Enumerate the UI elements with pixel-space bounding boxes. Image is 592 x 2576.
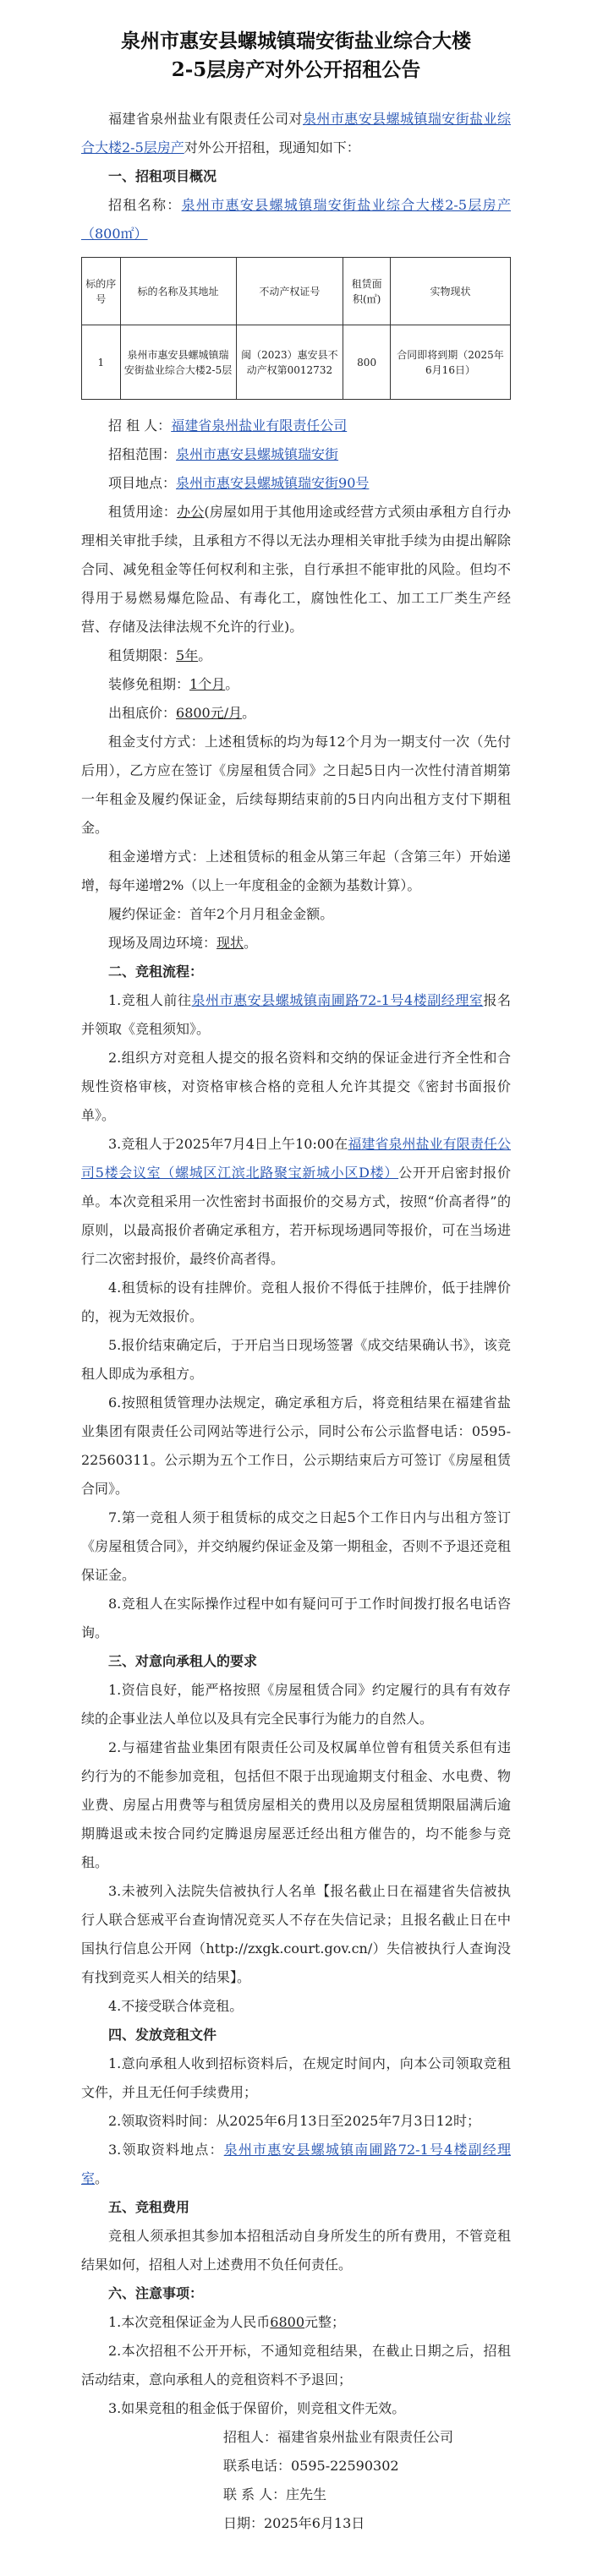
table-header: 标的名称及其地址: [120, 258, 236, 325]
list-item: 1.本次竞租保证金为人民币6800元整；: [108, 2314, 346, 2330]
range-label: 招租范围：: [108, 446, 177, 462]
project-name-value: 泉州市惠安县螺城镇瑞安街盐业综合大楼2-5层房产（800㎡）: [81, 197, 511, 242]
list-item: 2.组织方对竞租人提交的报名资料和交纳的保证金进行齐全性和合规性资格审核，对资格审核合格的竞租人允许其提交《密封书面报价单》。: [81, 1050, 511, 1123]
table-header: 实物现状: [391, 258, 511, 325]
payment-text: 上述租赁标的均为每12个月为一期支付一次（先付后用），乙方应在签订《房屋租赁合同》之日起5日内一次性付清首期第一年租金及履约保证金，后续每期结束前的5日内向出租方支付下期租金。: [81, 734, 511, 836]
table-cell: 1: [82, 325, 121, 400]
flow-link: 泉州市惠安县螺城镇南圃路72-1号4楼副经理室: [191, 992, 484, 1008]
table-header: 租赁面积(㎡): [343, 258, 391, 325]
doc-link: 泉州市惠安县螺城镇南圃路72-1号4楼副经理室: [81, 2142, 511, 2186]
list-item: 3.竞租人于2025年7月4日上午10:00在福建省泉州盐业有限责任公司5楼会议室（螺城区江滨北路聚宝新城小区D楼）公开开启密封报价单。本次竞租采用一次性密封书面报价的交易方式，按照“价高者得”的原则，以最高报价者确定承租方，若开标现场遇同等报价，可在当场进行二次密封报价，最终价高者得。: [81, 1136, 511, 1267]
project-table: [81, 257, 511, 400]
title-line1: 泉州市惠安县螺城镇瑞安街盐业综合大楼: [121, 30, 471, 52]
table-cell: 800: [343, 325, 391, 400]
fee-paragraph: 竞租人须承担其参加本招租活动自身所发生的所有费用，不管竞租结果如何，招租人对上述费用不负任何责任。: [81, 2228, 511, 2273]
list-item: 4.不接受联合体竞租。: [108, 1998, 244, 2014]
list-item: 3.如果竞租的租金低于保留价，则竞租文件无效。: [108, 2400, 406, 2416]
use-value: 办公: [177, 504, 205, 520]
list-item: 8.竞租人在实际操作过程中如有疑问可于工作时间拨打报名电话咨询。: [81, 1596, 511, 1640]
range-line: [81, 440, 511, 469]
table-cell: 泉州市惠安县螺城镇瑞安街盐业综合大楼2-5层: [120, 325, 236, 400]
signature-block: [81, 2423, 511, 2538]
list-item: 2.领取资料时间：从2025年6月13日至2025年7月3日12时；: [108, 2113, 480, 2129]
intro-project-link: 泉州市惠安县螺城镇瑞安街盐业综合大楼2-5层房产: [81, 111, 511, 156]
lessor-label: 招 租 人：: [108, 418, 172, 434]
list-item: 1.竞租人前往泉州市惠安县螺城镇南圃路72-1号4楼副经理室报名并领取《竞租须知》。: [81, 992, 511, 1037]
increase-text: 上述租赁标的租金从第三年起（含第三年）开始递增，每年递增2%（以上一年度租金的金额为基数计算）。: [81, 849, 511, 893]
use-line: [81, 498, 511, 641]
price-label: 出租底价：: [108, 705, 177, 721]
table-header: 不动产权证号: [236, 258, 343, 325]
project-name: [81, 191, 511, 248]
title-line2: 2-5层房产对外公开招租公告: [171, 58, 421, 81]
list-item: 7.第一竞租人须于租赁标的成交之日起5个工作日内与出租方签订《房屋租赁合同》，并交纳履约保证金及第一期租金，否则不予退还竞租保证金。: [81, 1509, 511, 1583]
site-label: 现场及周边环境：: [108, 935, 217, 951]
section2-heading: 二、竞租流程：: [108, 963, 204, 980]
documents-list: [81, 2049, 511, 2193]
sig-phone: 联系电话：0595-22590302: [223, 2458, 399, 2474]
table-row: [82, 325, 511, 400]
address-line: [81, 469, 511, 498]
section4-heading: 四、发放竞租文件: [108, 2027, 217, 2043]
section6-heading: 六、注意事项：: [108, 2285, 204, 2301]
notes-list: [81, 2308, 511, 2423]
deposit-line: [81, 900, 511, 929]
site-line: 现场及周边环境：现状。: [108, 935, 258, 951]
deposit-label: 履约保证金：: [108, 906, 190, 922]
use-note: (房屋如用于其他用途或经营方式须由承租方自行办理相关审批手续，且承租方不得以无法办理相关审批手续为由提出解除合同、减免租金等任何权利和主张，自行承担不能审批的风险。但均不得用于易燃易爆危险品、有毒化工，腐蚀性化工、加工工厂类生产经营、存储及法律法规不允许的行业)。: [81, 504, 511, 635]
address-label: 项目地点：: [108, 475, 177, 491]
price-line: 出租底价：6800元/月。: [108, 705, 256, 721]
section3-heading: 三、对意向承租人的要求: [108, 1653, 258, 1669]
increase-line: [81, 843, 511, 900]
decor-label: 装修免租期：: [108, 676, 190, 692]
table-cell: 闽（2023）惠安县不动产权第0012732: [236, 325, 343, 400]
site-value: 现状: [217, 935, 244, 951]
section5-heading: 五、竞租费用: [108, 2199, 190, 2215]
term-line: 租赁期限：5年。: [108, 647, 212, 663]
table-cell: 合同即将到期（2025年6月16日）: [391, 325, 511, 400]
flow-link: 福建省泉州盐业有限责任公司5楼会议室（螺城区江滨北路聚宝新城小区D楼）: [81, 1136, 511, 1181]
use-label: 租赁用途：: [108, 504, 177, 520]
deposit-amount: 6800: [270, 2314, 304, 2330]
list-item: 6.按照租赁管理办法规定，确定承租方后，将竞租结果在福建省盐业集团有限责任公司网站等进行公示，同时公布公示监督电话：0595-22560311。公示期为五个工作日，公示期结束后方可签订《房屋租赁合同》。: [81, 1394, 511, 1497]
address-value: 泉州市惠安县螺城镇瑞安街90号: [176, 475, 370, 491]
requirements-list: [81, 1676, 511, 2021]
list-item: 3.领取资料地点：泉州市惠安县螺城镇南圃路72-1号4楼副经理室。: [81, 2142, 511, 2186]
range-value: 泉州市惠安县螺城镇瑞安街: [176, 446, 339, 462]
section1-heading: 一、招租项目概况: [108, 168, 217, 184]
increase-label: 租金递增方式：: [108, 849, 206, 865]
lessor-value: 福建省泉州盐业有限责任公司: [171, 418, 348, 434]
list-item: 3.未被列入法院失信被执行人名单【报名截止日在福建省失信被执行人联合惩戒平台查询情况竞买人不存在失信记录；且报名截止日在中国执行信息公开网（http://zxgk.court.gov.cn/）失信被执行人查询没有找到竞买人相关的结果】。: [81, 1883, 511, 1985]
term-label: 租赁期限：: [108, 647, 177, 663]
sig-lessor: 招租人：福建省泉州盐业有限责任公司: [223, 2429, 454, 2445]
intro-pre: 福建省泉州盐业有限责任公司对: [108, 111, 303, 127]
list-item: 2.本次招租不公开开标，不通知竞租结果，在截止日期之后，招租活动结束，意向承租人的竞租资料不予退回；: [81, 2343, 511, 2388]
list-item: 1.资信良好，能严格按照《房屋租赁合同》约定履行的具有有效存续的企事业法人单位以及具有完全民事行为能力的自然人。: [81, 1682, 511, 1727]
table-header: 标的序号: [82, 258, 121, 325]
lessor-line: [81, 412, 511, 440]
sig-date: 日期：2025年6月13日: [223, 2515, 365, 2531]
list-item: 5.报价结束确定后，于开启当日现场签署《成交结果确认书》，该竞租人即成为承租方。: [81, 1337, 511, 1382]
decor-value: 1个月: [189, 676, 226, 692]
sig-contact: 联 系 人：庄先生: [223, 2486, 327, 2502]
price-value: 6800元/月: [176, 705, 243, 721]
term-value: 5年: [176, 647, 199, 663]
payment-label: 租金支付方式：: [108, 734, 205, 750]
intro-paragraph: [81, 105, 511, 162]
project-name-label: 招租名称：: [108, 197, 182, 213]
decor-line: 装修免租期：1个月。: [108, 676, 239, 692]
intro-post: 对外公开招租，现通知如下：: [184, 139, 360, 156]
deposit-value: 首年2个月月租金金额。: [189, 906, 334, 922]
table-header-row: [82, 258, 511, 325]
list-item: 4.租赁标的设有挂牌价。竞租人报价不得低于挂牌价，低于挂牌价的，视为无效报价。: [81, 1280, 511, 1324]
list-item: 1.意向承租人收到招标资料后，在规定时间内，向本公司领取竞租文件，并且无任何手续费用；: [81, 2055, 511, 2100]
list-item: 2.与福建省盐业集团有限责任公司及权属单位曾有租赁关系但有违约行为的不能参加竞租，包括但不限于出现逾期支付租金、水电费、物业费、房屋占用费等与租赁房屋相关的费用以及房屋租赁期限届满后逾期腾退或未按合同约定腾退房屋恶迁经出租方催告的，均不能参与竞租。: [81, 1739, 511, 1870]
payment-line: [81, 728, 511, 843]
flow-list: [81, 986, 511, 1647]
